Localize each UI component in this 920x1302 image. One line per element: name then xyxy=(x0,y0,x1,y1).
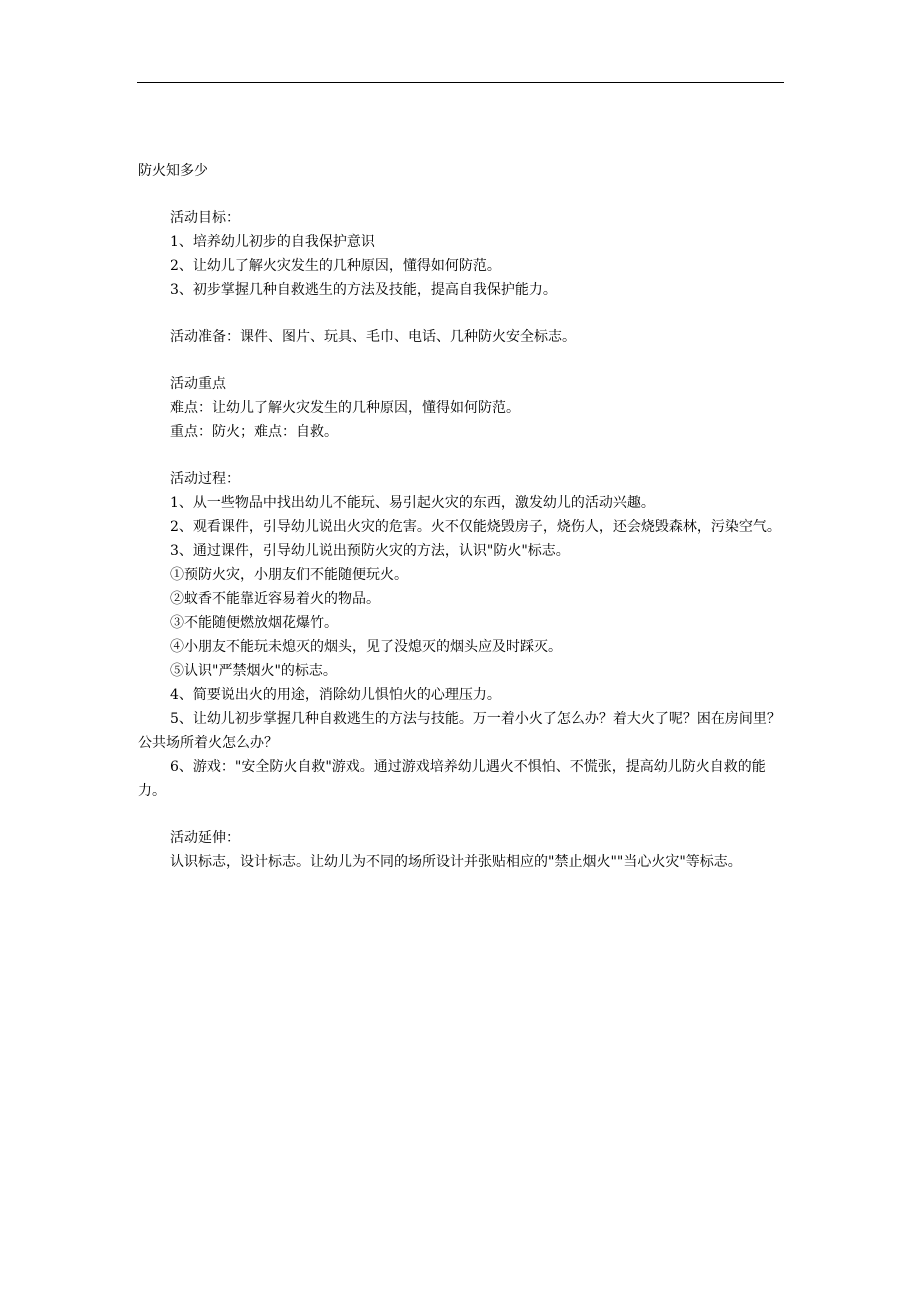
process-step: 5、让幼儿初步掌握几种自救逃生的方法与技能。万一着小火了怎么办？着大火了呢？困在房间里？公共场所着火怎么办？ xyxy=(138,711,781,751)
process-step: 6、游戏："安全防火自救"游戏。通过游戏培养幼儿遇火不惧怕、不慌张，提高幼儿防火自救的能力。 xyxy=(138,759,766,799)
key-points-heading: 活动重点 xyxy=(170,376,226,392)
goals-heading: 活动目标： xyxy=(170,210,240,226)
header-rule xyxy=(137,82,784,83)
spacer xyxy=(138,444,790,467)
spacer xyxy=(138,349,790,372)
spacer xyxy=(138,183,790,206)
process-substep: ②蚊香不能靠近容易着火的物品。 xyxy=(170,591,380,607)
document-body xyxy=(138,159,790,874)
process-step: 1、从一些物品中找出幼儿不能玩、易引起火灾的东西，激发幼儿的活动兴趣。 xyxy=(170,495,655,511)
process-substep: ③不能随便燃放烟花爆竹。 xyxy=(170,615,338,631)
extension-heading: 活动延伸： xyxy=(170,830,240,846)
spacer xyxy=(138,803,790,826)
goal-item: 1、培养幼儿初步的自我保护意识 xyxy=(170,234,375,250)
preparation-text: 活动准备：课件、图片、玩具、毛巾、电话、几种防火安全标志。 xyxy=(170,329,576,345)
process-step: 3、通过课件，引导幼儿说出预防火灾的方法，认识"防火"标志。 xyxy=(170,543,570,559)
document-title: 防火知多少 xyxy=(138,163,208,179)
process-substep: ①预防火灾，小朋友们不能随便玩火。 xyxy=(170,567,408,583)
focus-text: 重点：防火；难点：自救。 xyxy=(170,424,338,440)
extension-text: 认识标志，设计标志。让幼儿为不同的场所设计并张贴相应的"禁止烟火""当心火灾"等标志。 xyxy=(170,854,742,870)
spacer xyxy=(138,302,790,325)
process-step: 2、观看课件，引导幼儿说出火灾的危害。火不仅能烧毁房子，烧伤人，还会烧毁森林，污染空气。 xyxy=(170,519,781,535)
process-heading: 活动过程： xyxy=(170,471,240,487)
process-substep: ⑤认识"严禁烟火"的标志。 xyxy=(170,663,337,679)
process-step: 4、简要说出火的用途，消除幼儿惧怕火的心理压力。 xyxy=(170,687,501,703)
process-substep: ④小朋友不能玩未熄灭的烟头，见了没熄灭的烟头应及时踩灭。 xyxy=(170,639,562,655)
goal-item: 2、让幼儿了解火灾发生的几种原因，懂得如何防范。 xyxy=(170,258,501,274)
goal-item: 3、初步掌握几种自救逃生的方法及技能，提高自我保护能力。 xyxy=(170,282,557,298)
difficulty-text: 难点：让幼儿了解火灾发生的几种原因，懂得如何防范。 xyxy=(170,400,520,416)
